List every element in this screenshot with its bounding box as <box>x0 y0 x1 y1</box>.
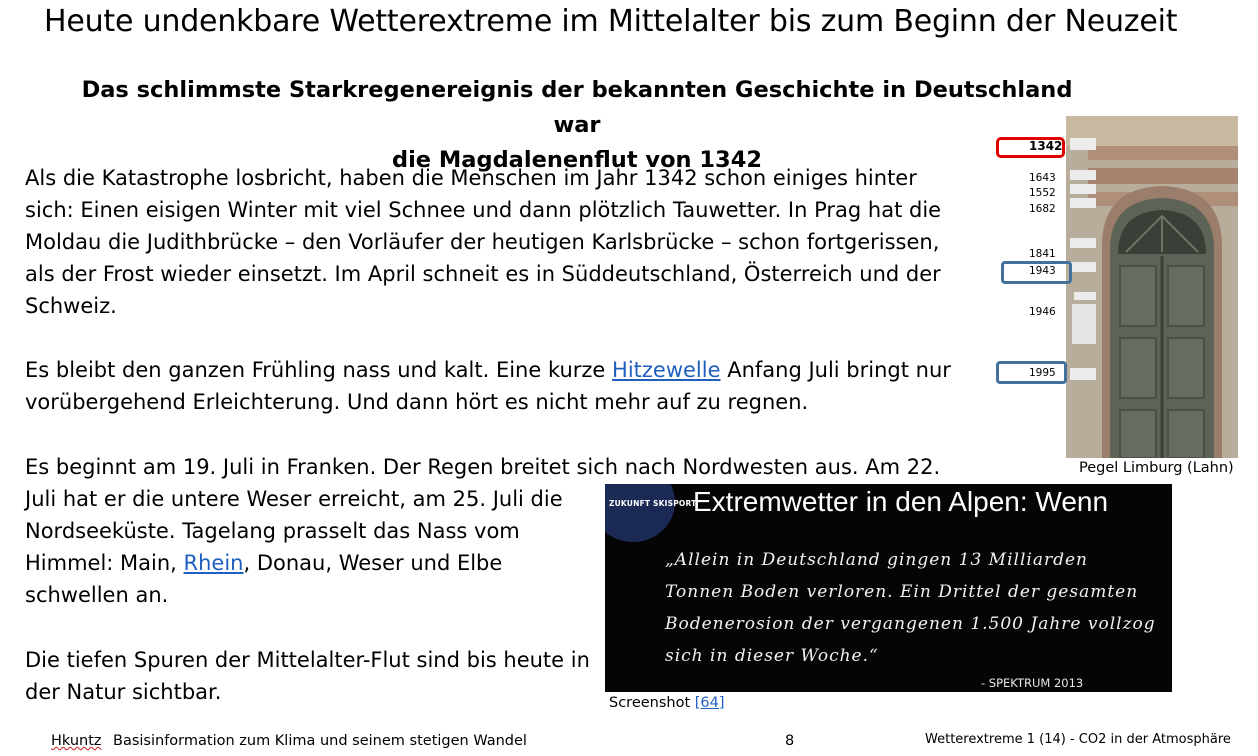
gauge-year-1943: 1943 <box>1029 265 1056 277</box>
quote-line-4: sich in dieser Woche.“ <box>665 646 879 666</box>
gauge-year-1682: 1682 <box>1029 203 1056 215</box>
slide-title: Heute undenkbare Wetterextreme im Mittelalter bis zum Beginn der Neuzeit <box>44 4 1178 39</box>
gauge-year-1552: 1552 <box>1029 187 1056 199</box>
video-headline: Extremwetter in den Alpen: Wenn <box>693 486 1109 517</box>
rhein-link[interactable]: Rhein <box>183 551 244 575</box>
paragraph-rain-rest <box>25 483 600 611</box>
video-screenshot <box>605 484 1172 692</box>
footer-author-name: Hkuntz <box>51 733 102 749</box>
gauge-year-1946: 1946 <box>1029 306 1056 318</box>
paragraph-traces: Die tiefen Spuren der Mittelalter-Flut sind bis heute in der Natur sichtbar. <box>25 648 590 704</box>
quote-line-1: „Allein in Deutschland gingen 13 Milliarden <box>665 550 1088 570</box>
paragraph-rain-line-1: Es beginnt am 19. Juli in Franken. Der Regen breitet sich nach Nordwesten aus. Am 22. <box>25 455 941 479</box>
channel-name: ZUKUNFT SKISPORT <box>609 499 697 508</box>
gauge-year-1995: 1995 <box>1029 367 1056 379</box>
gauge-photo-caption: Pegel Limburg (Lahn) <box>1079 460 1234 476</box>
hitzewelle-link[interactable]: Hitzewelle <box>612 358 721 382</box>
footer-section: Wetterextreme 1 (14) - CO2 in der Atmosphäre <box>925 732 1231 747</box>
flood-gauge-photo <box>1066 116 1238 458</box>
screenshot-caption-text: Screenshot <box>609 695 695 711</box>
quote-source: - SPEKTRUM 2013 <box>981 676 1084 690</box>
subtitle-line-1: Das schlimmste Starkregenereignis der bekannten Geschichte in Deutschland war <box>81 77 1073 138</box>
screenshot-caption <box>609 695 725 711</box>
quote-line-2: Tonnen Boden verloren. Ein Drittel der gesamten <box>665 582 1139 602</box>
paragraph-winter: Als die Katastrophe losbricht, haben die Menschen im Jahr 1342 schon einiges hinter sich: Einen eisigen Winter mit viel Schnee und dann plötzlich Tauwetter. In Prag hat die Moldau die Judithbrücke – den Vorläufer der heutigen Karlsbrücke – schon fortgerissen, als der Frost wieder einsetzt. Im April schneit es in Süddeutschland, Österreich und der Schweiz. <box>25 166 942 318</box>
gauge-year-1841: 1841 <box>1029 248 1056 260</box>
channel-logo <box>605 484 675 542</box>
paragraph-spring-text-a: Es bleibt den ganzen Frühling nass und kalt. Eine kurze <box>25 358 613 382</box>
footer-author <box>51 733 102 749</box>
paragraph-rain-text-b: , Donau, Weser und Elbe schwellen an. <box>25 551 503 607</box>
footer-page-number: 8 <box>785 733 795 749</box>
reference-64-link[interactable]: [64] <box>694 695 725 711</box>
quote-line-3: Bodenerosion der vergangenen 1.500 Jahre vollzog <box>665 614 1156 634</box>
paragraph-rain-text-a: Juli hat er die untere Weser erreicht, am 25. Juli die Nordseeküste. Tagelang prasselt das Nass vom Himmel: Main, <box>25 487 563 575</box>
gauge-year-1643: 1643 <box>1029 172 1056 184</box>
paragraph-spring-text-b: Anfang Juli bringt nur vorübergehend Erleichterung. Und dann hört es nicht mehr auf zu regnen. <box>25 358 951 414</box>
gauge-door-illustration <box>1066 116 1238 458</box>
footer-course: Basisinformation zum Klima und seinem stetigen Wandel <box>113 733 527 749</box>
gauge-year-1342: 1342 <box>1029 139 1063 153</box>
paragraph-spring <box>25 354 970 418</box>
subtitle-line-2: die Magdalenenflut von 1342 <box>391 147 763 173</box>
